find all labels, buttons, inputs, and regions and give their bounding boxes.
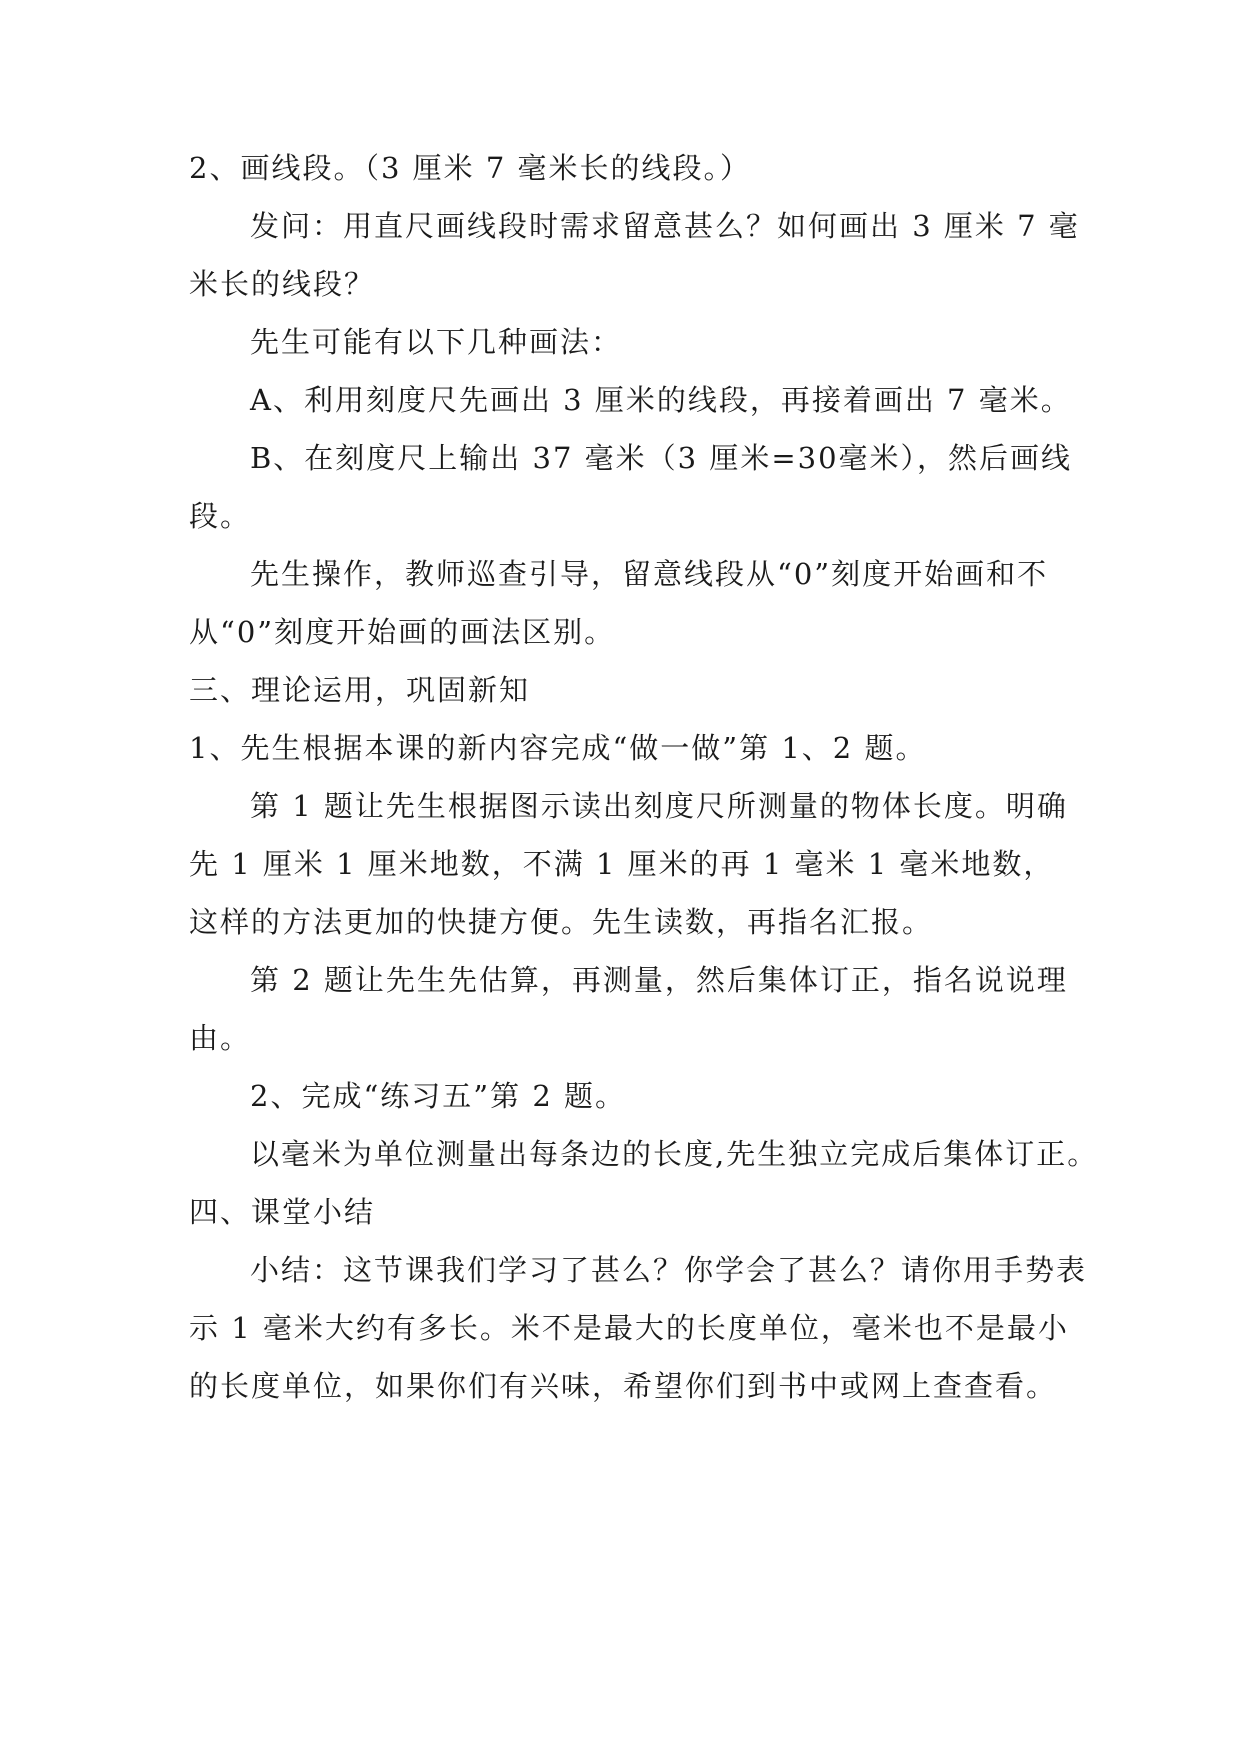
doc-line-15: 第 2 题让先生先估算，再测量，然后集体订正，指名说说理: [250, 963, 1068, 997]
doc-line-12: 第 1 题让先生根据图示读出刻度尺所测量的物体长度。明确: [250, 789, 1068, 823]
doc-line-16: 由。: [189, 1021, 252, 1055]
doc-line-7: 段。: [189, 499, 252, 533]
doc-line-6: B、在刻度尺上输出 37 毫米（3 厘米=30毫米），然后画线: [250, 441, 1073, 475]
doc-line-5: A、利用刻度尺先画出 3 厘米的线段，再接着画出 7 毫米。: [250, 383, 1072, 417]
doc-line-1: 2、画线段。（3 厘米 7 毫米长的线段。）: [189, 151, 752, 185]
section-heading-4: 四、课堂小结: [189, 1195, 376, 1229]
doc-line-17: 2、完成“练习五”第 2 题。: [250, 1079, 626, 1113]
doc-line-11: 1、先生根据本课的新内容完成“做一做”第 1、2 题。: [189, 731, 927, 765]
doc-line-4: 先生可能有以下几种画法：: [250, 325, 623, 359]
doc-line-20: 小结：这节课我们学习了甚么？你学会了甚么？请你用手势表: [250, 1253, 1088, 1287]
doc-line-8: 先生操作，教师巡查引导，留意线段从“0”刻度开始画和不: [250, 557, 1049, 591]
doc-line-3: 米长的线段？: [189, 267, 376, 301]
doc-line-21: 示 1 毫米大约有多长。米不是最大的长度单位，毫米也不是最小: [189, 1311, 1069, 1345]
section-heading-3: 三、理论运用，巩固新知: [189, 673, 531, 707]
doc-line-14: 这样的方法更加的快捷方便。先生读数，再指名汇报。: [189, 905, 934, 939]
doc-line-13: 先 1 厘米 1 厘米地数，不满 1 厘米的再 1 毫米 1 毫米地数，: [189, 847, 1055, 881]
doc-line-18: 以毫米为单位测量出每条边的长度,先生独立完成后集体订正。: [250, 1137, 1099, 1171]
doc-line-9: 从“0”刻度开始画的画法区别。: [189, 615, 616, 649]
doc-line-22: 的长度单位，如果你们有兴味，希望你们到书中或网上查查看。: [189, 1369, 1058, 1403]
doc-line-2: 发问：用直尺画线段时需求留意甚么？如何画出 3 厘米 7 毫: [250, 209, 1080, 243]
